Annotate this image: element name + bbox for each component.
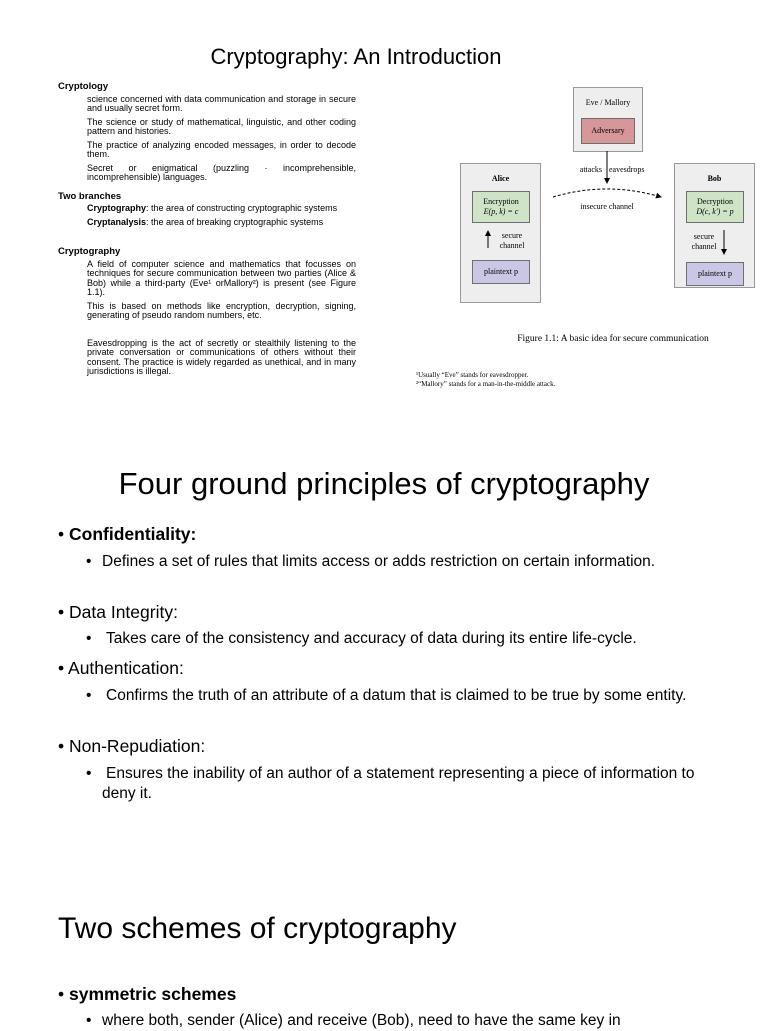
alice-title: Alice [491,174,510,183]
principle-authentication: • Authentication: [58,658,184,678]
decryption-label: Decryption [697,197,733,206]
cryptology-item: The practice of analyzing encoded messages, in order to decode them. [87,139,356,159]
figure-arrows [450,80,768,320]
eve-title: Eve / Mallory [585,98,631,107]
bob-secure-label: secure [693,232,715,241]
branches-heading: Two branches [58,190,122,202]
principle-desc: • Ensures the inability of an author of a statement representing a piece of information to deny it. [86,765,695,802]
principle-non-repudiation: • Non-Repudiation: [58,736,206,756]
principle-desc-text: Defines a set of rules that limits access or adds restriction on certain information. [102,553,656,570]
scheme-desc-text: where both, sender (Alice) and receive (Bob), need to have the same key in [102,1012,621,1029]
principle-desc-text: Confirms the truth of an attribute of a datum that is claimed to be true by some entity. [106,687,687,704]
bob-plaintext-box: plaintext p [686,262,744,286]
branch-term: Cryptography [87,203,147,213]
cryptology-item: Secret or enigmatical (puzzling · incomprehensible, incomprehensible) languages. [87,162,356,182]
principle-desc: • Defines a set of rules that limits access or adds restriction on certain information. [86,553,656,570]
encryption-formula: E(p, k) = c [483,207,519,216]
bob-title: Bob [707,174,722,183]
scheme-symmetric: • symmetric schemes [58,984,237,1004]
cryptology-heading: Cryptology [58,81,109,92]
principle-name: Confidentiality: [69,524,197,544]
cryptography-heading: Cryptography [58,246,121,257]
slide1-title: Cryptography: An Introduction [210,44,502,69]
insecure-channel-label: insecure channel [580,202,634,211]
decryption-formula: D(c, k′) = p [696,207,734,216]
branch-item [87,204,356,214]
footnote-1: ¹Usually “Eve” stands for eavesdropper. [416,371,529,379]
branch-desc: : the area of breaking cryptographic systems [146,216,324,227]
attacks-label: attacks [579,165,602,174]
cryptography-item: This is based on methods like encryption, decryption, signing, generating of pseudo random numbers, etc. [87,300,356,320]
branch-term: Cryptanalysis [87,216,147,227]
alice-plaintext-box: plaintext p [472,260,530,284]
principle-desc-text: Ensures the inability of an author of a statement representing a piece of information to deny it. [102,765,695,802]
scheme-desc: • where both, sender (Alice) and receive (Bob), need to have the same key in [86,1012,621,1029]
alice-secure-label: secure [501,231,523,240]
principle-name: Data Integrity: [69,602,178,622]
eavesdropping-text: Eavesdropping is the act of secretly or stealthily listening to the private conversation or communications of others without their consent. The practice is widely regarded as unethical, and in many jurisdictions is illegal. [87,337,356,376]
cryptography-item: A field of computer science and mathematics that focusses on techniques for secure communication between two parties (Alice & Bob) while a third-party (Eve¹ orMallory²) is present (see Figure 1.1). [87,258,356,297]
slide1-text-column [58,82,356,381]
alice-channel-label: channel [499,241,525,250]
eavesdrops-label: eavesdrops [609,165,645,174]
cryptology-item: The science or study of mathematical, linguistic, and other coding pattern and histories. [87,116,356,136]
principle-confidentiality: • Confidentiality: [58,524,197,544]
branch-desc: : the area of constructing cryptographic systems [146,203,338,213]
principle-name: Non-Repudiation: [69,736,206,756]
principle-desc: • Confirms the truth of an attribute of a datum that is claimed to be true by some entity. [86,687,687,704]
slide2-title: Four ground principles of cryptography [118,466,650,501]
adversary-box: Adversary [581,118,635,144]
figure-caption: Figure 1.1: A basic idea for secure communication [517,334,709,344]
scheme-name: symmetric schemes [69,984,237,1004]
bob-channel-label: channel [691,242,717,251]
insecure-channel-arrow [553,189,661,197]
cryptology-item: science concerned with data communication and storage in secure and usually secret form. [87,93,356,113]
principle-desc-text: Takes care of the consistency and accuracy of data during its entire life-cycle. [106,630,637,647]
footnote-2: ²“Mallory” stands for a man-in-the-middle attack. [416,380,556,388]
branch-item [87,218,356,228]
slide3-title: Two schemes of cryptography [58,912,457,945]
principle-data-integrity: • Data Integrity: [58,602,178,622]
encryption-label: Encryption [483,197,519,206]
principle-desc: • Takes care of the consistency and accuracy of data during its entire life-cycle. [86,630,637,647]
footnotes [416,371,555,389]
principle-name: Authentication: [68,658,184,678]
